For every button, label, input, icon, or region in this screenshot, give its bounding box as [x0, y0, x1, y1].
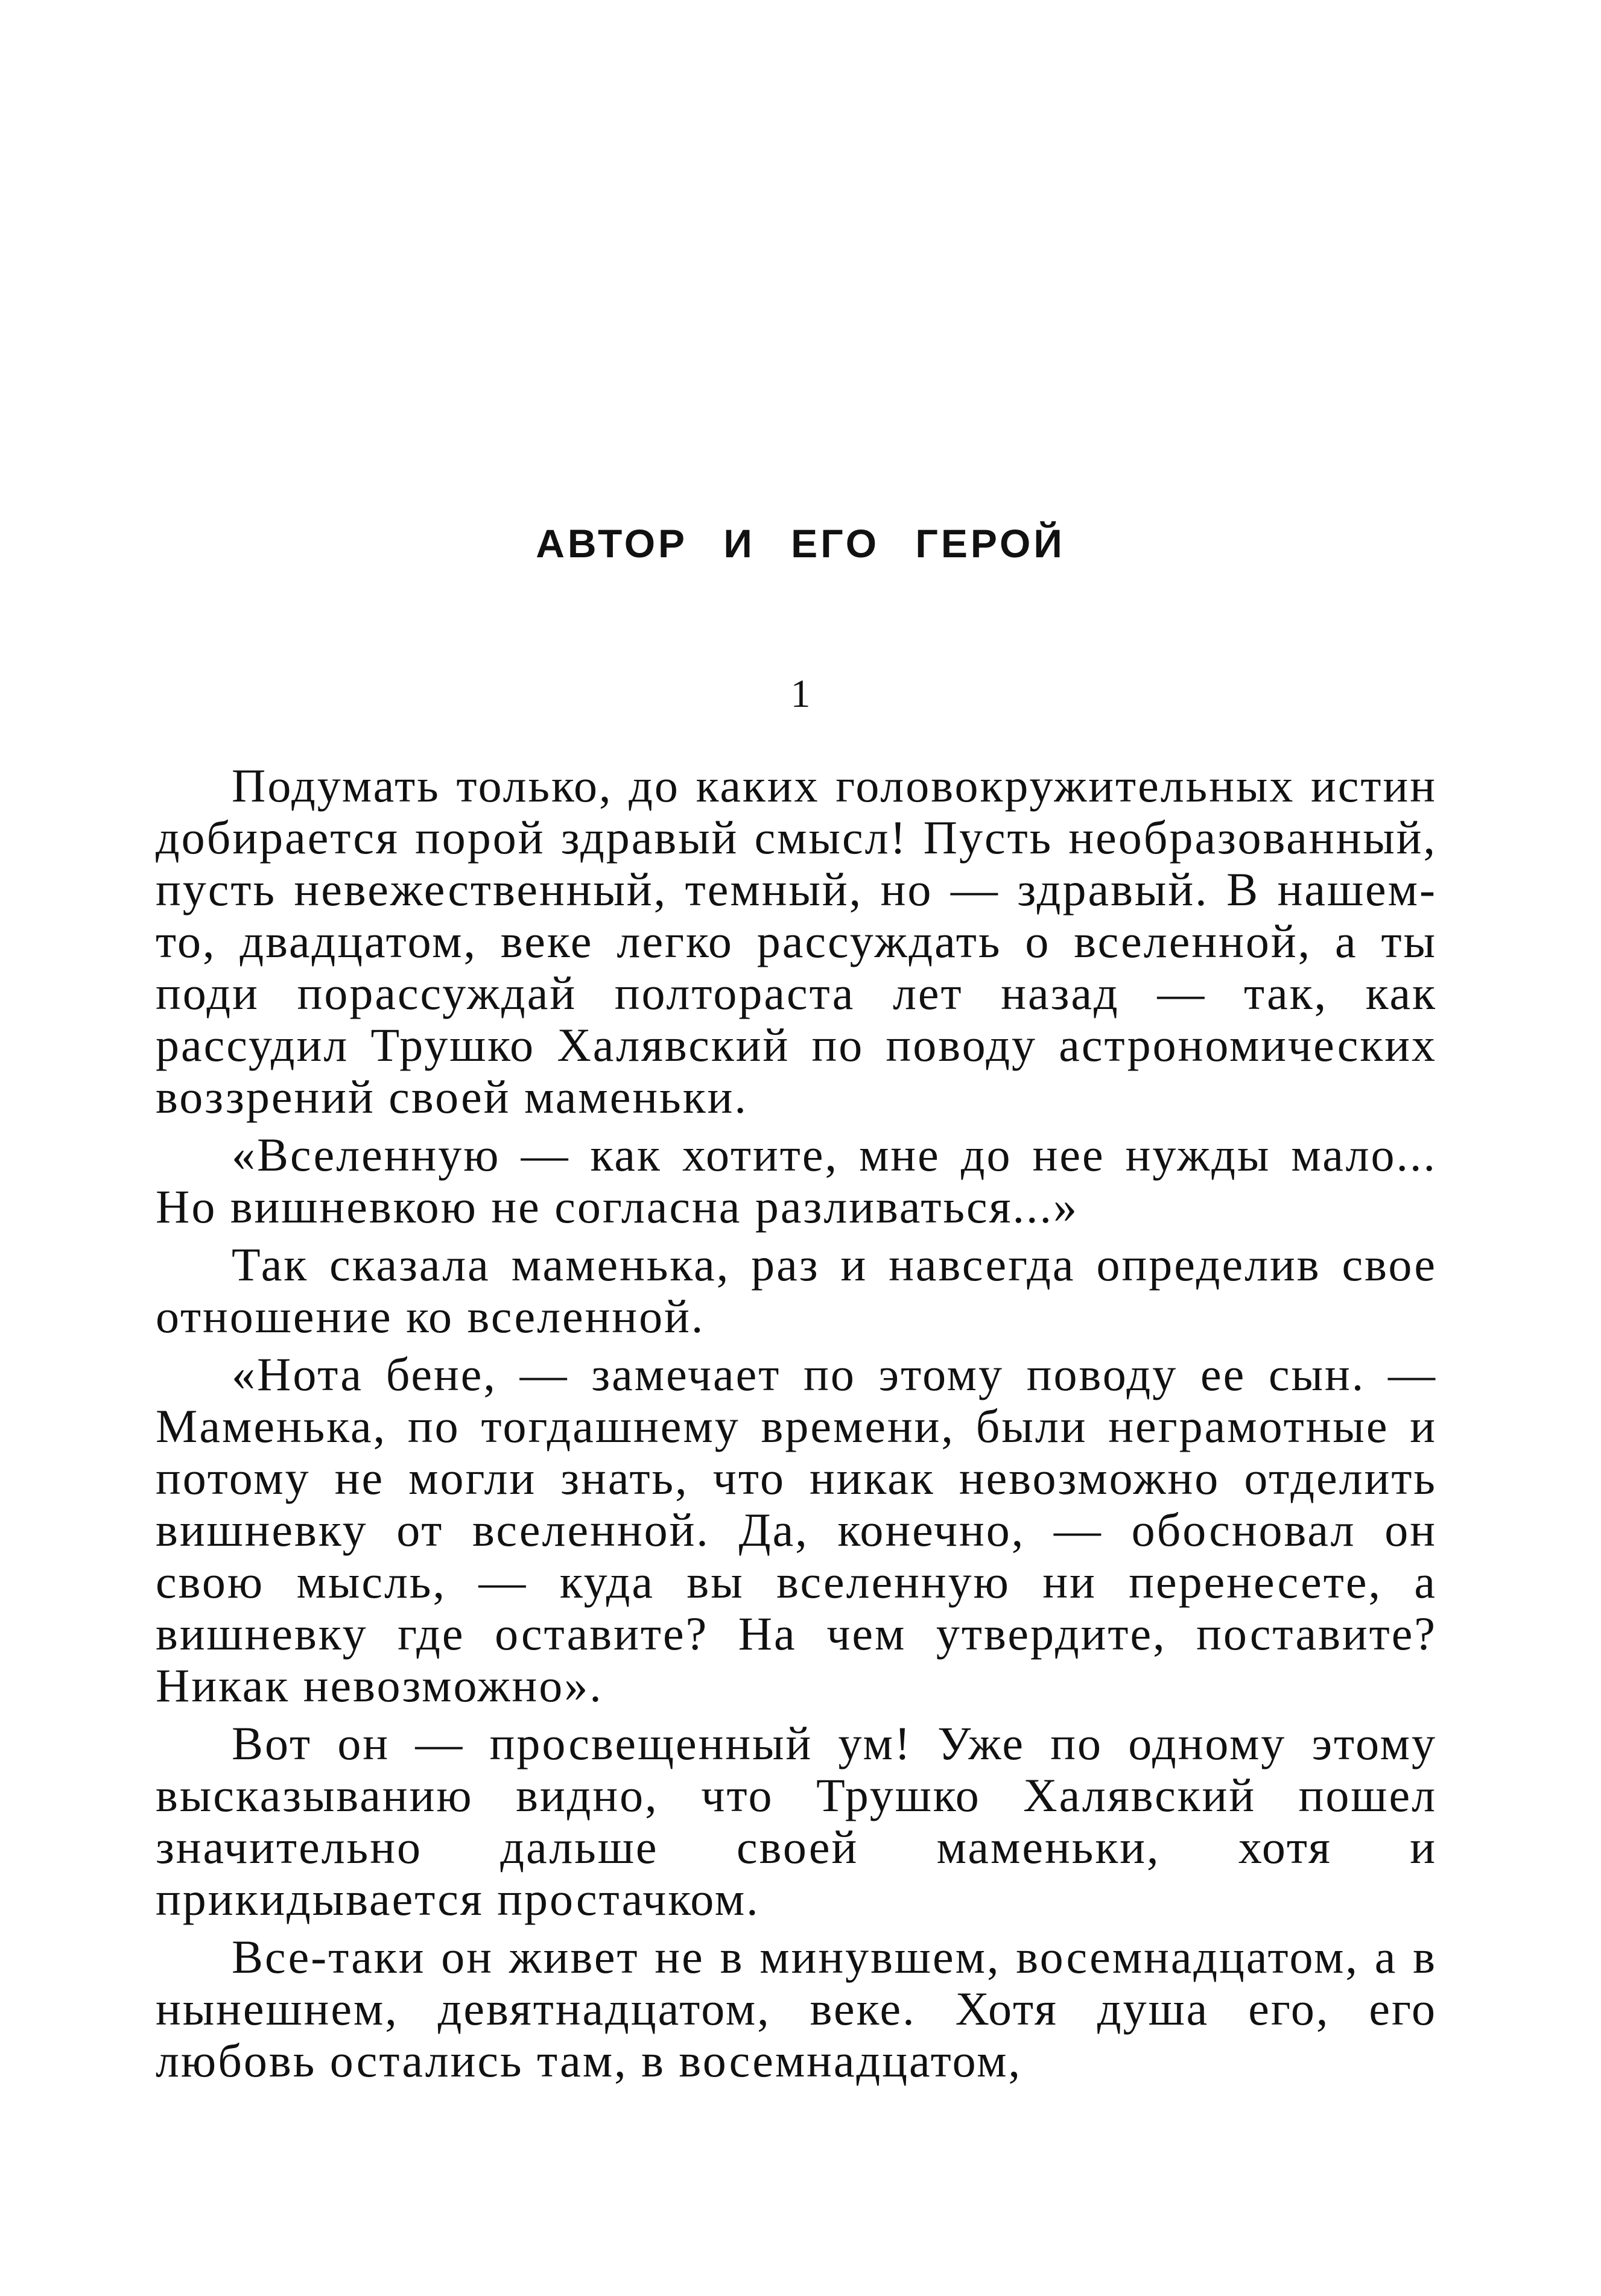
- paragraph: Все-таки он живет не в минувшем, восемнадцатом, а в нынешнем, девятнадцатом, веке. Хотя душа его, его любовь остались там, в восемнадцатом,: [156, 1931, 1437, 2087]
- section-number: 1: [790, 672, 811, 716]
- paragraph: «Вселенную — как хотите, мне до нее нужды мало... Но вишневкою не согласна разливаться...»: [156, 1128, 1437, 1233]
- body-text: [156, 760, 1437, 2093]
- paragraph: Вот он — просвещенный ум! Уже по одному этому высказыванию видно, что Трушко Халявский пошел значительно дальше своей маменьки, хотя и прикидывается простачком.: [156, 1717, 1437, 1925]
- chapter-title: АВТОР И ЕГО ГЕРОЙ: [536, 521, 1065, 566]
- paragraph: «Нота бене, — замечает по этому поводу ее сын. — Маменька, по тогдашнему времени, были неграмотные и потому не могли знать, что никак невозможно отделить вишневку от вселенной. Да, конечно, — обосновал он свою мысль, — куда вы вселенную ни перенесете, а вишневку где оставите? На чем утвердите, поставите? Никак невозможно».: [156, 1348, 1437, 1712]
- paragraph: Подумать только, до каких головокружительных истин добирается порой здравый смысл! Пусть необразованный, пусть невежественный, темный, но — здравый. В нашем-то, двадцатом, веке легко рассуждать о вселенной, а ты поди порассуждай полтораста лет назад — так, как рассудил Трушко Халявский по поводу астрономических воззрений своей маменьки.: [156, 759, 1437, 1123]
- paragraph: Так сказала маменька, раз и навсегда определив свое отношение ко вселенной.: [156, 1238, 1437, 1342]
